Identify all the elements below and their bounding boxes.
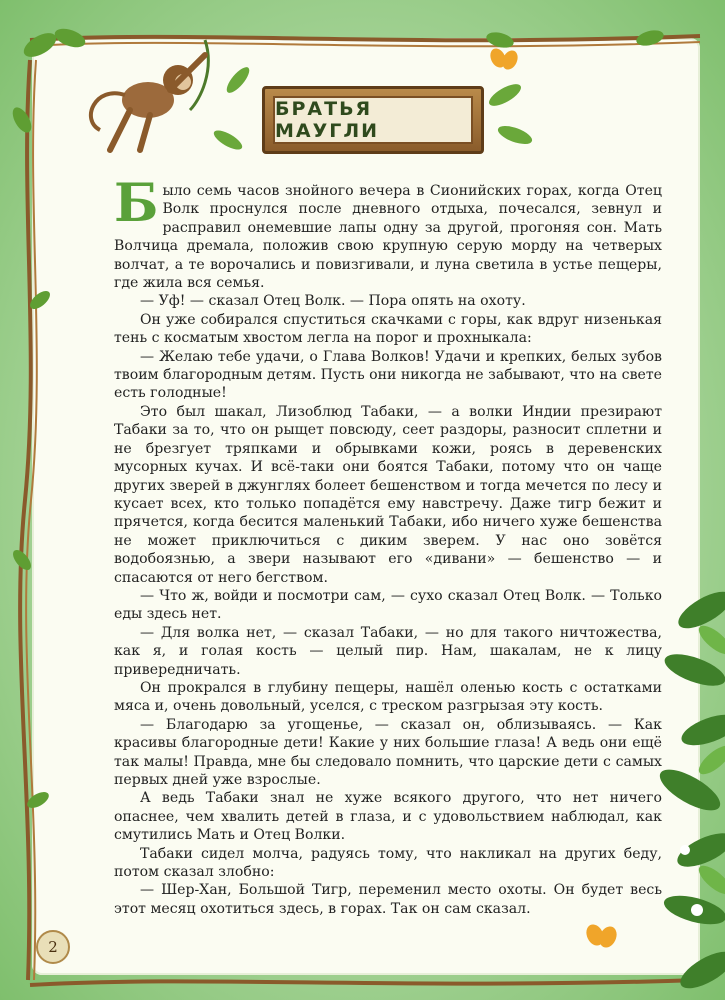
paragraph: А ведь Табаки знал не хуже всякого другого, что нет ничего опаснее, чем хвалить детей в глаза, и с удовольствием наблюдал, как смутились Мать и Отец Волки. (114, 790, 662, 844)
title-sign (250, 76, 490, 158)
sign-board (262, 86, 484, 154)
paragraph: Он прокрался в глубину пещеры, нашёл оленью кость с остатками мяса и, очень довольный, уселся, с треском разгрызая эту кость. (114, 679, 662, 715)
story-text (114, 173, 662, 918)
sign-inner (273, 96, 473, 144)
paragraph: — Шер-Хан, Большой Тигр, переменил место охоты. Он будет весь этот месяц охотиться здесь, в горах. Так он сам сказал. (114, 882, 662, 917)
paragraph: — Желаю тебе удачи, о Глава Волков! Удачи и крепких, белых зубов твоим благородным детям. Пусть они никогда не забывают, что на свете есть голодные! (114, 348, 662, 402)
paragraph: — Благодарю за угощенье, — сказал он, облизываясь. — Как красивы благородные дети! Какие у них большие глаза! А ведь они ещё так малы! Правда, мне бы следовало помнить, что царские дети с самых первых дней уже взрослые. (114, 716, 662, 788)
paragraph: — Для волка нет, — сказал Табаки, — но для такого ничтожества, как я, и голая кость — целый пир. Нам, шакалам, не к лицу привередничать. (114, 624, 662, 678)
paragraph: — Уф! — сказал Отец Волк. — Пора опять на охоту. (140, 293, 526, 310)
chapter-title: БРАТЬЯ МАУГЛИ (275, 98, 380, 142)
paragraph: Было семь часов знойного вечера в Сионийских горах, когда Отец Волк проснулся после дневного отдыха, почесался, зевнул и расправил онемевшие лапы одну за другой, прогоняя сон. Мать Волчица дремала, положив свою крупную серую морду на четверых волчат, а те ворочались и повизгивали, и луна светила в устье пещеры, где жила вся семья. (114, 173, 662, 292)
paragraph: Он уже собирался спуститься скачками с горы, как вдруг низенькая тень с косматым хвостом легла на порог и прохныкала: (114, 311, 662, 347)
page-number: 2 (36, 930, 70, 964)
paragraph: — Что ж, войди и посмотри сам, — сухо сказал Отец Волк. — Только еды здесь нет. (114, 587, 662, 623)
paragraph: Это был шакал, Лизоблюд Табаки, — а волки Индии презирают Табаки за то, что он рыщет повсюду, сеет раздоры, разносит сплетни и не брезгует тряпками и обрывками кожи, роясь в деревенских мусорных кучах. И всё-таки они боятся Табаки, потому что он чаще других зверей в джунглях болеет бешенством и тогда мечется по лесу и кусает всех, кто только попадётся ему навстречу. Даже тигр бежит и прячется, когда бесится маленький Табаки, ибо ничего хуже бешенства не может приключиться с диким зверем. У нас оно зовётся водобоязнью, а звери называют его «дивани» — бешенство — и спасаются от него бегством. (114, 403, 662, 586)
drop-cap: Б (114, 173, 159, 234)
paragraph: Табаки сидел молча, радуясь тому, что накликал на других беду, потом сказал злобно: (114, 845, 662, 881)
